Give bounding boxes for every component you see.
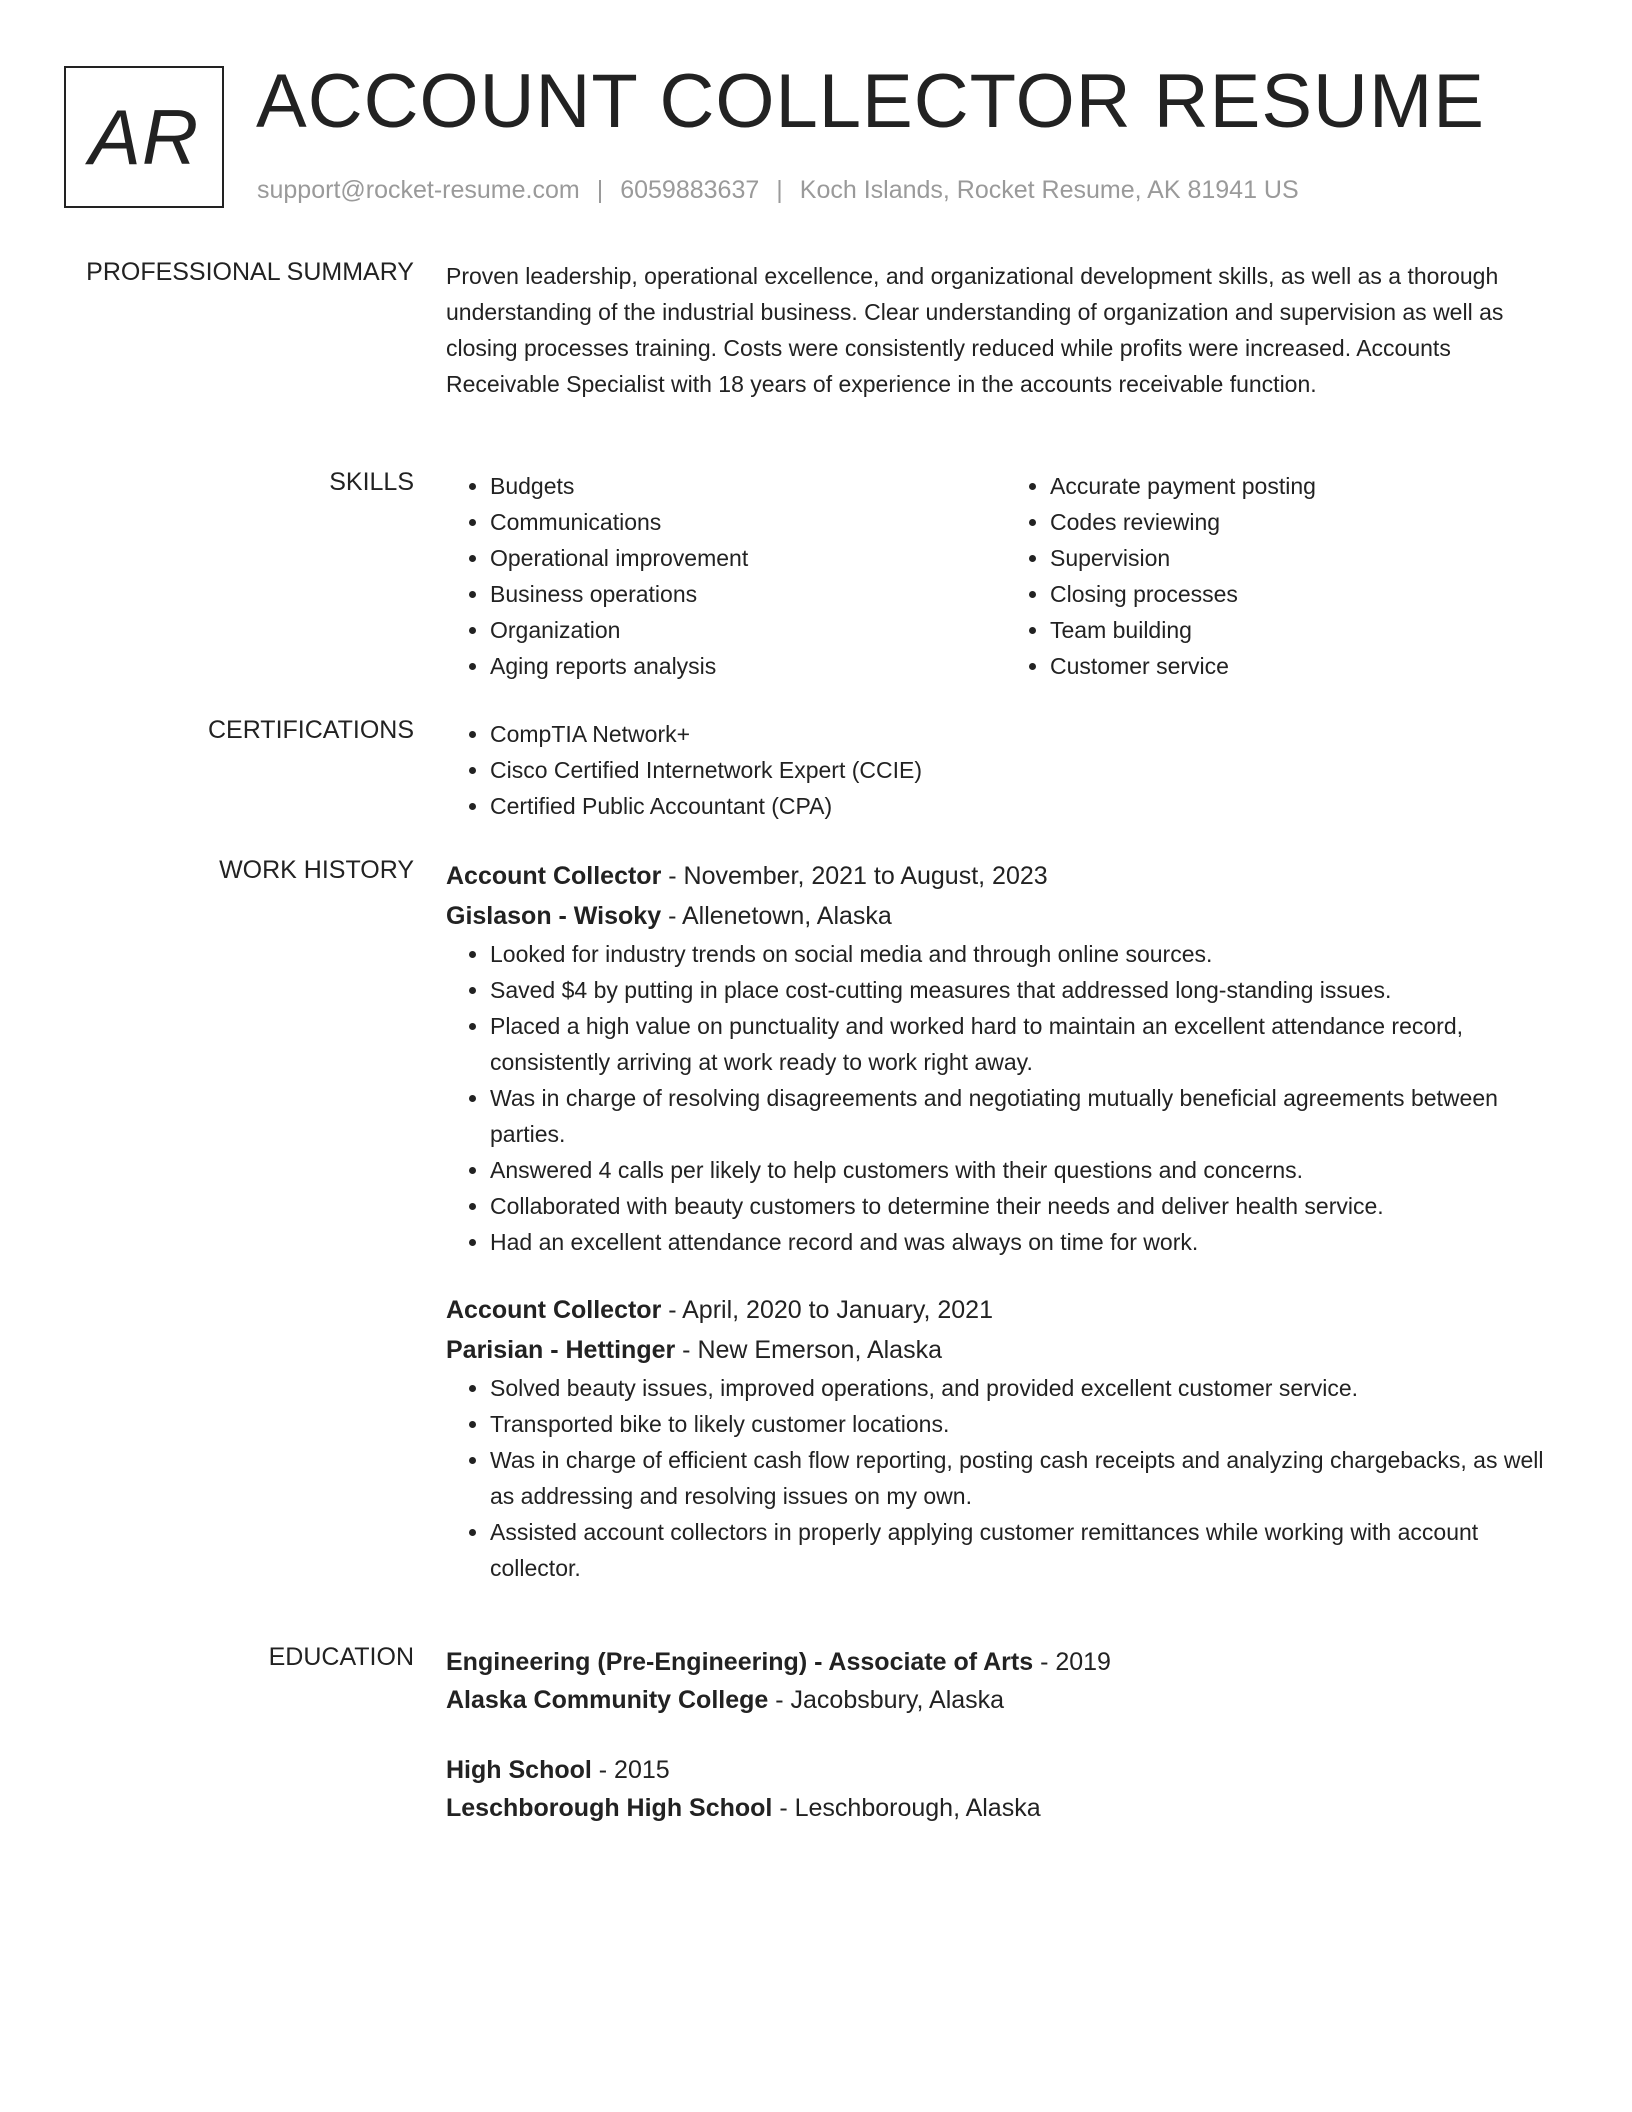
education-year: - 2019 [1033,1648,1111,1676]
job-bullet: • Had an excellent attendance record and was always on time for work. [490,1224,1566,1260]
job-title: Account Collector [446,862,662,890]
skills-list-left [446,468,1006,684]
contact-line [257,176,1299,205]
education-school-line [446,1681,1566,1719]
skills-label: SKILLS [329,468,414,496]
skill-item: • Accurate payment posting [1050,468,1566,504]
job-entry [446,856,1566,1260]
education-degree-line [446,1643,1566,1681]
monogram-text: AR [88,92,200,181]
contact-email: support@rocket-resume.com [257,176,580,204]
certifications-label: CERTIFICATIONS [207,716,414,744]
job-dates: - November, 2021 to August, 2023 [661,862,1048,890]
contact-address: Koch Islands, Rocket Resume, AK 81941 US [799,176,1299,204]
job-dates: - April, 2020 to January, 2021 [661,1296,993,1324]
job-bullets [446,1370,1566,1586]
skill-item: • Team building [1050,612,1566,648]
resume-title: ACCOUNT COLLECTOR RESUME [256,59,1485,144]
summary-label: PROFESSIONAL SUMMARY [86,258,414,286]
skill-item: • Closing processes [1050,576,1566,612]
skill-item: • Organization [490,612,1006,648]
job-title: Account Collector [446,1296,662,1324]
education-content [446,1643,1566,1827]
skill-item: • Aging reports analysis [490,648,1006,684]
education-school: Leschborough High School [446,1794,773,1822]
education-school: Alaska Community College [446,1686,769,1714]
education-school-line [446,1789,1566,1827]
job-bullet: • Assisted account collectors in properly applying customer remittances while working with account collector. [490,1514,1566,1586]
job-bullet: • Placed a high value on punctuality and worked hard to maintain an excellent attendance record, consistently arriving at work ready to work right away. [490,1008,1566,1080]
job-title-line [446,1290,1566,1330]
education-location: - Jacobsbury, Alaska [768,1686,1005,1714]
job-bullet: • Was in charge of resolving disagreements and negotiating mutually beneficial agreements between parties. [490,1080,1566,1152]
summary-text: Proven leadership, operational excellence, and organizational development skills, as well as a thorough understanding of the industrial business. Clear understanding of organization and supervision as well as closing processes training. Costs were consistently reduced while profits were increased. Accounts Receivable Specialist with 18 years of experience in the accounts receivable function. [446,263,1504,397]
skill-item: • Customer service [1050,648,1566,684]
job-entry [446,1290,1566,1586]
job-company-line [446,1330,1566,1370]
job-company-line [446,896,1566,936]
skills-list-right [1006,468,1566,684]
skill-item: • Operational improvement [490,540,1006,576]
job-bullet: • Looked for industry trends on social media and through online sources. [490,936,1566,972]
job-company: Gislason - Wisoky [446,902,662,930]
certification-item: • CompTIA Network+ [490,716,1566,752]
education-year: - 2015 [591,1756,670,1784]
skills-columns [446,468,1566,684]
certification-item: • Certified Public Accountant (CPA) [490,788,1566,824]
work-history-content [446,856,1566,1586]
contact-separator: | [776,176,783,204]
job-bullet: • Saved $4 by putting in place cost-cutting measures that addressed long-standing issues. [490,972,1566,1008]
certifications-content [446,716,1566,824]
job-bullet: • Answered 4 calls per likely to help customers with their questions and concerns. [490,1152,1566,1188]
work-history-label: WORK HISTORY [219,856,414,884]
skill-item: • Business operations [490,576,1006,612]
education-entry [446,1643,1566,1719]
job-company: Parisian - Hettinger [446,1336,676,1364]
skill-item: • Supervision [1050,540,1566,576]
education-label: EDUCATION [268,1643,414,1671]
certifications-list [446,716,1566,824]
job-bullet: • Was in charge of efficient cash flow reporting, posting cash receipts and analyzing chargebacks, as well as addressing and resolving issues on my own. [490,1442,1566,1514]
education-degree: Engineering (Pre-Engineering) - Associate of Arts [446,1648,1034,1676]
job-title-line [446,856,1566,896]
education-entry [446,1751,1566,1827]
skill-item: • Budgets [490,468,1006,504]
job-bullet: • Collaborated with beauty customers to determine their needs and deliver health service. [490,1188,1566,1224]
job-location: - New Emerson, Alaska [675,1336,942,1364]
monogram-box [64,66,224,208]
job-bullet: • Solved beauty issues, improved operations, and provided excellent customer service. [490,1370,1566,1406]
education-location: - Leschborough, Alaska [772,1794,1041,1822]
skill-item: • Communications [490,504,1006,540]
education-degree: High School [446,1756,592,1784]
education-degree-line [446,1751,1566,1789]
skill-item: • Codes reviewing [1050,504,1566,540]
contact-separator: | [596,176,604,204]
certification-item: • Cisco Certified Internetwork Expert (CCIE) [490,752,1566,788]
contact-phone: 6059883637 [620,176,760,204]
job-bullet: • Transported bike to likely customer locations. [490,1406,1566,1442]
job-bullets [446,936,1566,1260]
job-location: - Allenetown, Alaska [661,902,892,930]
